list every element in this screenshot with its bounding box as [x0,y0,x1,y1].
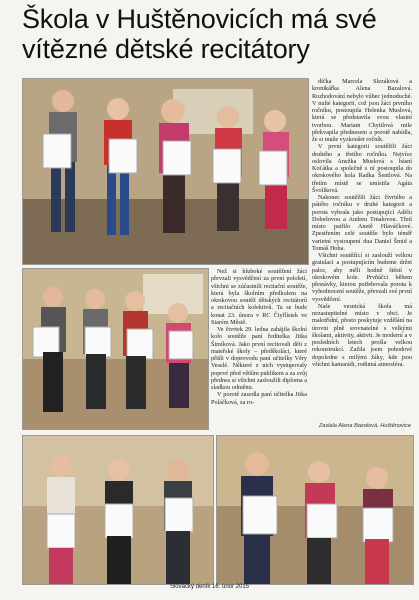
headline: Škola v Huštěnovicích má své vítězné dětské recitátory [22,4,377,64]
article-column-right-top [312,78,412,423]
paragraph: Než si hluboké soutěžení žáci převzali vysvědčení za první pololetí, všichni se zúčastnili recitační soutěže, která byla školním předkolem na okrskovou soutěž dětských recitátorů a recitačních kolektivů. Ta se bude konat 23. února v RC Čtyřlístek ve Starém Městě. [211,268,307,326]
paragraph: Nakonec soutěžili žáci čtvrtého a pátého ročníku v druhé kategorii a porota vybrala jako postupující Adélu Dobešovou a Andreu Trnalovou. Třetí místo patřilo Anetě Hlaváčkové. Zpestřením celé soutěže bylo téměř varietní vystoupení dua Daniel Šmid a Tomáš Hoba. [312,194,412,252]
photo-first-graders [22,268,209,430]
paragraph: V první kategorii soutěžili žáci druhého a třetího ročníku. Nejvíce oslovila Anežka Muslová s básní Koťátka a společně s ní postoupila do okrskového kola Radka Šentlová. Na třetím místě se umístila Agáta Švolíková. [312,143,412,194]
paragraph: Ve čtvrtek 29. ledna zahájila školní kolo soutěže paní ředitelka Jitka Šimíková. Jako první recitovali děti z mateřské školy – předškoláci, které přišli v doprovodu paní učitelky Věry Veselé. Některé z nich vystupovaly poprvé před větším publikem a za svůj přednes si všichni zasloužili diploma a sladkou odměnu. [211,326,307,391]
article-column-middle [211,268,307,428]
paragraph: V porotě zasedla paní učitelka Jitka Poláčková, za ro- [211,391,307,406]
article-signature: Zaslala Alena Bazalová, Huštěnovice [318,423,411,429]
photo-kindergarten-group [22,78,309,265]
paragraph: Naše vesnická škola má nezastupitelné místo v obci. Je malotřídní, přesto poskytuje vzdělání na úrovni plně srovnatelné s velkými školami, aktivity, aktivit. Je moderní a v posledních letech prošla velkou rekonstrukcí. Zažila jsem pohodové dopoledne s milými žáky, kde jsou všichni kamarádi, rodinná atmosféra. [312,302,412,368]
paragraph: dička Marcela Slezáková a kronikářka Alena Bazalová. Rozhodování nebylo vůbec jednoduché. V nulté kategorii, což jsou žáci prvního ročníku, postoupila Helenka Muslová, která se představila svou vlastní tvorbou. Mariam Chytilová mile překvapila přednesem a porotě nabídla, že si muže vyzkoušet ročník. [312,78,412,143]
photo-winners-girls [22,435,214,585]
paragraph: Všichni soutěžící si zaslouží velkou gratulaci a postupujícím budeme držet palce, aby měli hodně štěstí v okrskovém kole. Prvňáčci během přestávky, kterou potřebovala porota k vyhodnocení soutěže, převzali své první vysvědčení. [312,252,412,303]
photo-recitation-winners [216,435,414,585]
publication-footer: Slovácký deník 16. únor 2015 [169,584,250,590]
